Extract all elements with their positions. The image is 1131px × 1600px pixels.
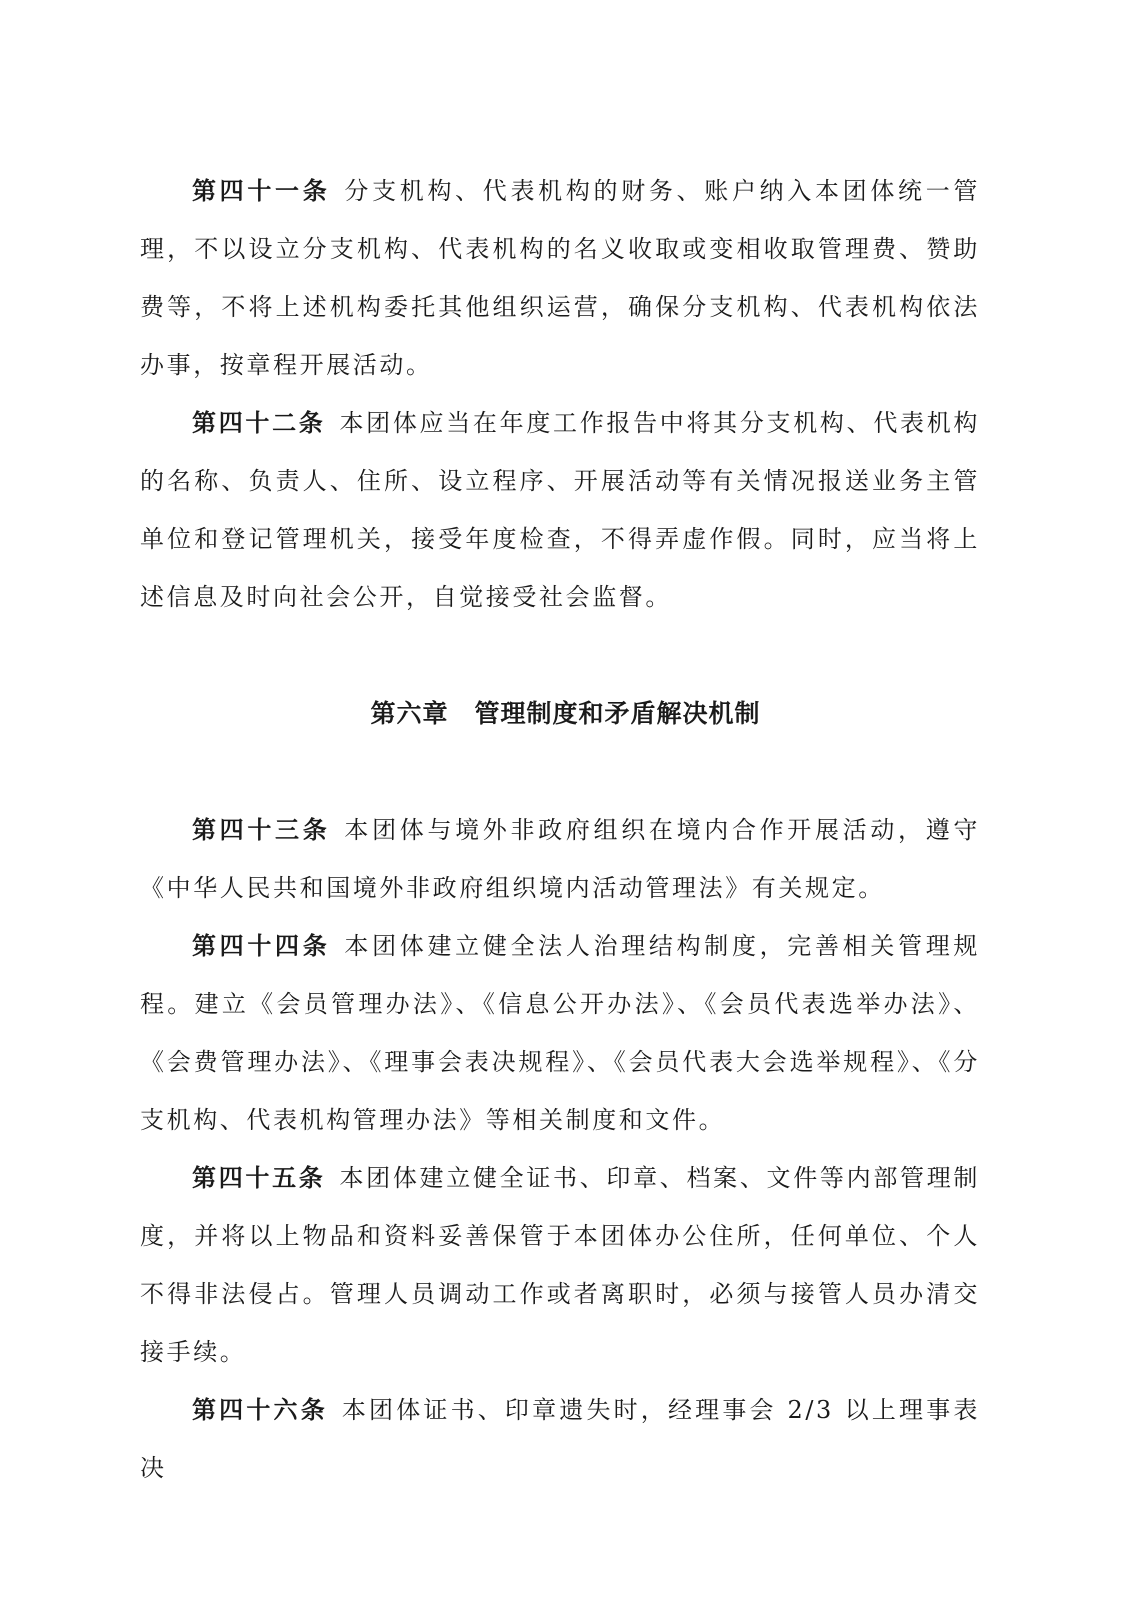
article-41-text: 分支机构、代表机构的财务、账户纳入本团体统一管理，不以设立分支机构、代表机构的名义收取或变相收取管理费、赞助费等，不将上述机构委托其他组织运营，确保分支机构、代表机构依法办事，按章程开展活动。 [140, 177, 980, 379]
article-43-text: 本团体与境外非政府组织在境内合作开展活动，遵守《中华人民共和国境外非政府组织境内活动管理法》有关规定。 [140, 816, 980, 902]
article-46-number: 第四十六条 [192, 1396, 328, 1424]
article-41 [140, 162, 980, 394]
article-45-number: 第四十五条 [192, 1164, 326, 1192]
article-44-number: 第四十四条 [192, 932, 331, 960]
article-45 [140, 1149, 980, 1381]
article-46 [140, 1381, 980, 1497]
article-45-text: 本团体建立健全证书、印章、档案、文件等内部管理制度，并将以上物品和资料妥善保管于本团体办公住所，任何单位、个人不得非法侵占。管理人员调动工作或者离职时，必须与接管人员办清交接手续。 [140, 1164, 980, 1366]
article-44 [140, 917, 980, 1149]
article-41-number: 第四十一条 [192, 177, 331, 205]
article-42-text: 本团体应当在年度工作报告中将其分支机构、代表机构的名称、负责人、住所、设立程序、开展活动等有关情况报送业务主管单位和登记管理机关，接受年度检查，不得弄虚作假。同时，应当将上述信息及时向社会公开，自觉接受社会监督。 [140, 409, 980, 611]
article-43 [140, 801, 980, 917]
article-42 [140, 394, 980, 626]
article-46-text: 本团体证书、印章遗失时，经理事会 2/3 以上理事表决 [140, 1396, 980, 1482]
article-44-text: 本团体建立健全法人治理结构制度，完善相关管理规程。建立《会员管理办法》、《信息公开办法》、《会员代表选举办法》、《会费管理办法》、《理事会表决规程》、《会员代表大会选举规程》、《分支机构、代表机构管理办法》等相关制度和文件。 [140, 932, 980, 1134]
article-43-number: 第四十三条 [192, 816, 331, 844]
chapter-heading: 第六章 管理制度和矛盾解决机制 [370, 699, 761, 728]
article-42-number: 第四十二条 [192, 409, 326, 437]
